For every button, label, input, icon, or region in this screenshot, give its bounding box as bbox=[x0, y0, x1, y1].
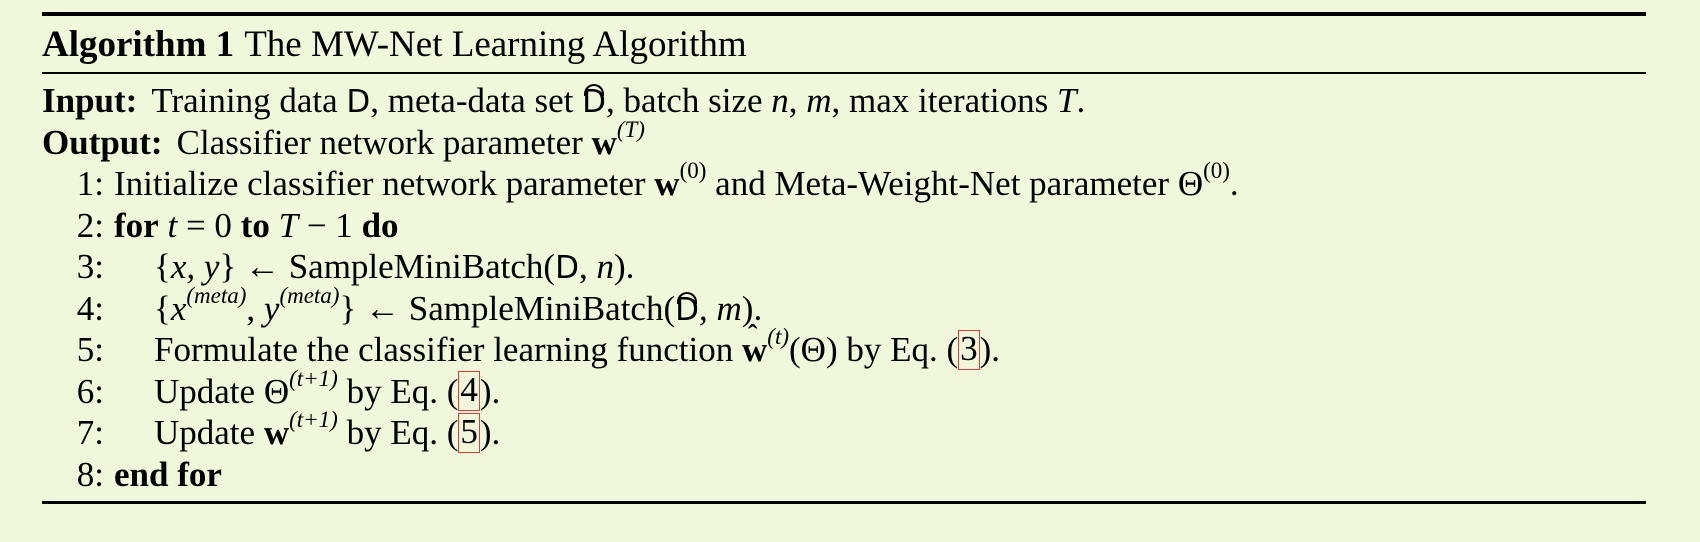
var-T: T bbox=[269, 205, 299, 245]
w-symbol: w bbox=[654, 164, 680, 203]
algo-line-8 bbox=[42, 454, 1646, 496]
algo-line-3 bbox=[42, 246, 1646, 288]
line-number: 6: bbox=[76, 371, 104, 411]
theta-symbol: Θ bbox=[1177, 164, 1204, 203]
input-text: , max iterations bbox=[831, 81, 1058, 120]
var-xy: x, y bbox=[170, 247, 220, 286]
line-number: 8: bbox=[76, 454, 104, 494]
equation-ref-link[interactable]: 4 bbox=[460, 370, 478, 410]
line-text: and Meta-Weight-Net parameter bbox=[706, 164, 1178, 203]
input-text: , bbox=[788, 81, 807, 120]
line-text: Update bbox=[154, 413, 264, 452]
input-line bbox=[42, 80, 1646, 122]
superscript: (t+1) bbox=[289, 365, 338, 391]
w-symbol: w bbox=[263, 413, 290, 452]
line-number: 1: bbox=[76, 164, 104, 203]
input-text: , batch size bbox=[606, 81, 772, 120]
theta-symbol: Θ bbox=[263, 371, 290, 411]
brace: } bbox=[219, 247, 237, 286]
input-label: Input: bbox=[42, 81, 138, 120]
training-data-symbol: D bbox=[346, 84, 371, 120]
algo-line-5 bbox=[42, 324, 1646, 371]
line-number: 3: bbox=[76, 247, 104, 286]
superscript: (meta) bbox=[186, 282, 247, 308]
equation-ref-link[interactable]: 3 bbox=[960, 328, 978, 368]
keyword-end-for: end for bbox=[114, 454, 222, 494]
keyword-to: to bbox=[240, 205, 270, 245]
equation-ref-link[interactable]: 5 bbox=[460, 411, 478, 451]
var-t: t bbox=[158, 205, 178, 245]
meta-data-symbol: D bbox=[675, 290, 699, 332]
superscript: (0) bbox=[679, 158, 707, 184]
var-m: m bbox=[716, 288, 742, 328]
line-text: ). bbox=[979, 330, 1001, 369]
algorithm-title bbox=[42, 16, 1646, 72]
algo-line-1 bbox=[42, 158, 1646, 205]
keyword-for: for bbox=[114, 205, 159, 245]
line-text: (Θ) by Eq. ( bbox=[789, 330, 959, 369]
input-text: Training data bbox=[151, 81, 347, 120]
line-text: Formulate the classifier learning function bbox=[154, 330, 743, 369]
output-label: Output: bbox=[42, 122, 163, 162]
w-symbol: w bbox=[591, 122, 617, 162]
algo-line-7 bbox=[42, 407, 1646, 454]
line-text: ← SampleMiniBatch( bbox=[356, 288, 676, 328]
brace: { bbox=[154, 247, 171, 286]
line-text: by Eq. ( bbox=[337, 371, 459, 411]
superscript: (t+1) bbox=[289, 407, 338, 433]
meta-data-symbol: D bbox=[582, 82, 606, 124]
input-text: . bbox=[1076, 81, 1086, 120]
output-line bbox=[42, 116, 1646, 164]
line-number: 2: bbox=[76, 205, 104, 245]
brace: { bbox=[154, 288, 171, 328]
line-text: ). bbox=[613, 247, 635, 286]
input-text: , meta-data set bbox=[370, 81, 583, 120]
training-data-symbol: D bbox=[555, 250, 579, 286]
line-text: = 0 bbox=[177, 205, 241, 245]
brace: } bbox=[339, 288, 357, 328]
var-n: n bbox=[596, 247, 614, 286]
line-text: ). bbox=[479, 413, 501, 452]
bottom-rule bbox=[42, 501, 1646, 504]
algo-line-6 bbox=[42, 365, 1646, 413]
max-iter-T: T bbox=[1057, 81, 1077, 120]
line-number: 4: bbox=[76, 288, 104, 328]
w-hat-symbol: ˆ w bbox=[742, 329, 767, 371]
var-x: x bbox=[170, 288, 187, 328]
line-text: − 1 bbox=[298, 205, 362, 245]
line-number: 5: bbox=[76, 330, 104, 369]
keyword-do: do bbox=[361, 205, 399, 245]
superscript: (0) bbox=[1203, 158, 1230, 184]
batch-m: m bbox=[806, 81, 832, 120]
algo-line-2 bbox=[42, 205, 1646, 247]
line-text: Initialize classifier network parameter bbox=[114, 164, 655, 203]
line-text: by Eq. ( bbox=[337, 413, 459, 452]
line-text: , bbox=[246, 288, 264, 328]
line-text: ). bbox=[741, 288, 763, 328]
line-number: 7: bbox=[76, 413, 104, 452]
line-text: . bbox=[1229, 164, 1239, 203]
superscript: (t) bbox=[767, 324, 790, 350]
algorithm-box bbox=[42, 12, 1646, 504]
var-y: y bbox=[263, 288, 280, 328]
output-text: Classifier network parameter bbox=[176, 122, 592, 162]
line-text: ). bbox=[479, 371, 501, 411]
line-text: ← SampleMiniBatch( bbox=[236, 247, 556, 286]
line-text: , bbox=[578, 247, 597, 286]
algo-line-4 bbox=[42, 282, 1646, 330]
line-text: Update bbox=[154, 371, 264, 411]
algorithm-name: The MW-Net Learning Algorithm bbox=[244, 23, 747, 65]
algorithm-body bbox=[42, 74, 1646, 495]
algorithm-number: Algorithm 1 bbox=[42, 23, 235, 65]
line-text: , bbox=[699, 288, 717, 328]
superscript: (meta) bbox=[279, 282, 340, 308]
superscript: (T) bbox=[616, 116, 645, 142]
batch-n: n bbox=[771, 81, 789, 120]
